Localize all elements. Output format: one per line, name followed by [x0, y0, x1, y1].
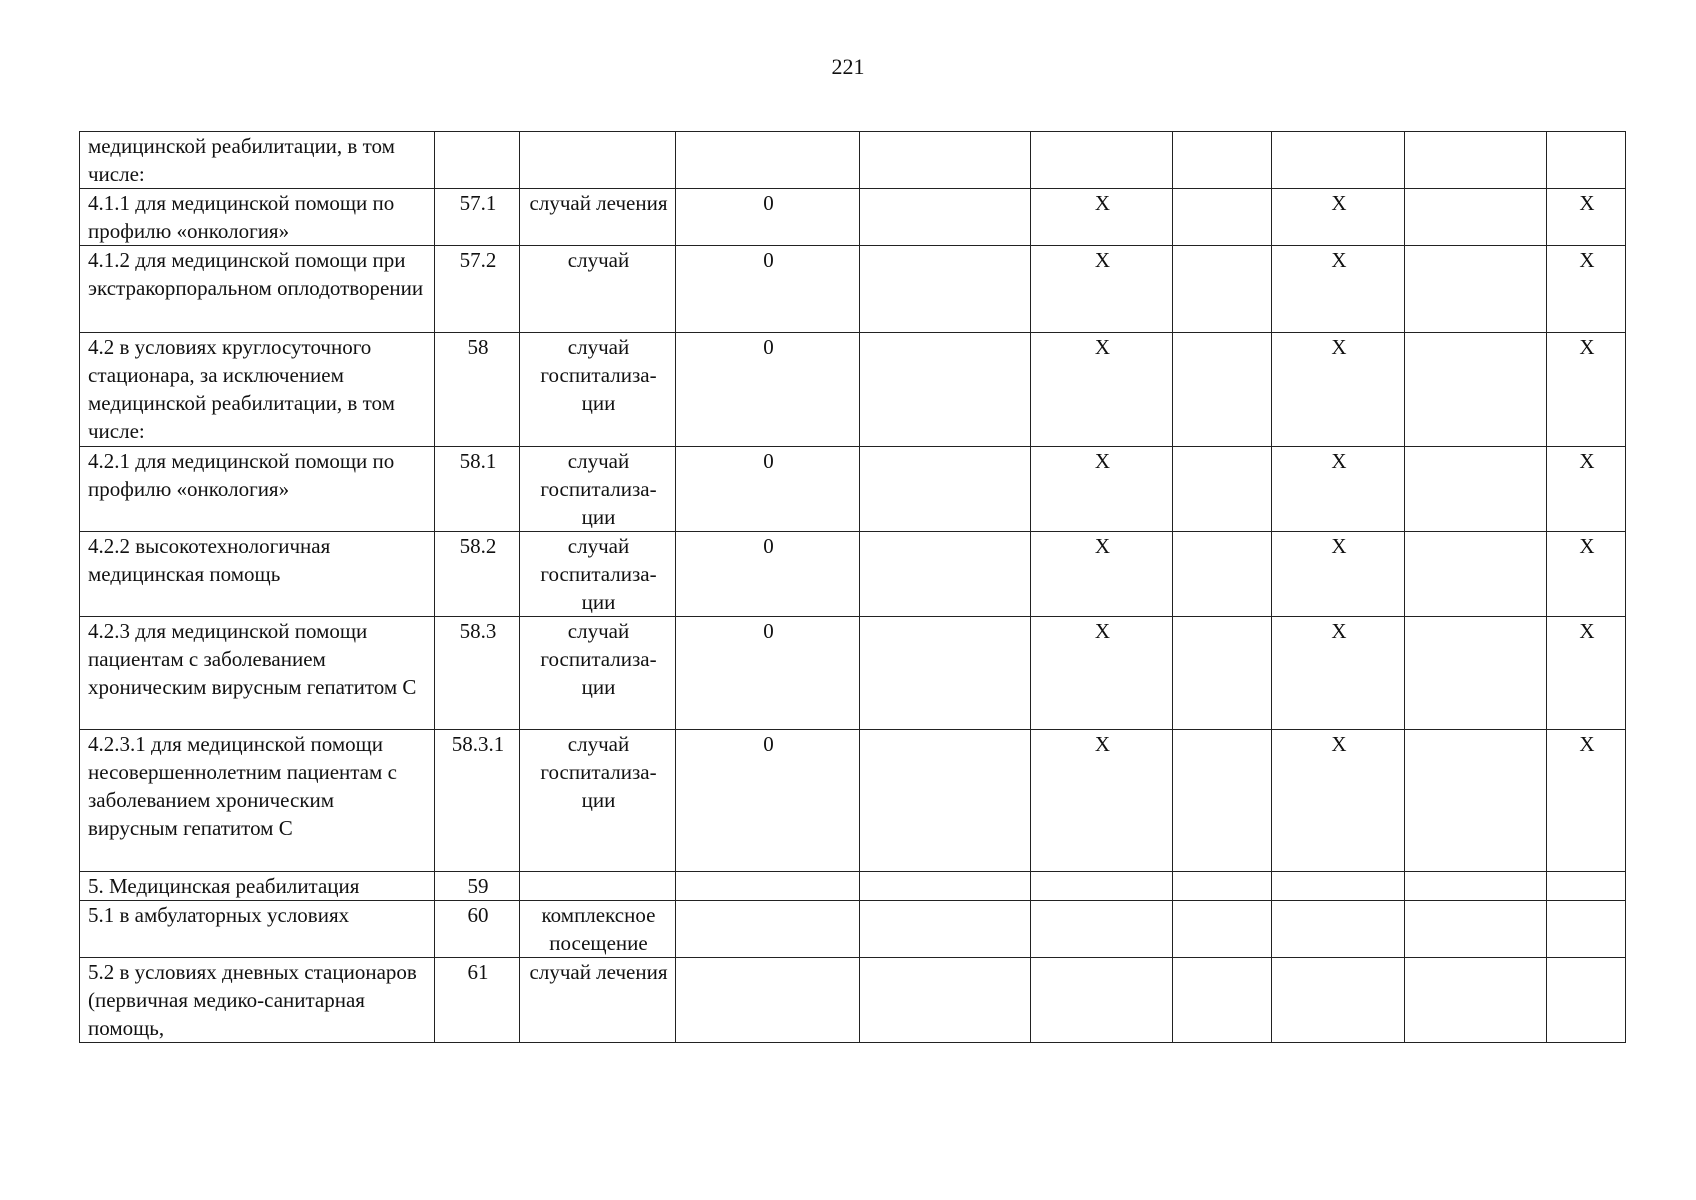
x-mark-cell — [1031, 132, 1173, 189]
empty-cell — [1405, 730, 1547, 872]
x-mark-cell — [1272, 872, 1405, 901]
x-mark-cell — [1031, 901, 1173, 958]
x-mark-cell — [1272, 132, 1405, 189]
empty-cell — [1173, 617, 1272, 730]
row-unit-cell: случай госпитализа-ции — [520, 333, 676, 447]
x-mark-cell: X — [1547, 730, 1626, 872]
x-mark-cell — [1547, 901, 1626, 958]
row-code-cell: 57.2 — [435, 246, 520, 333]
row-code-cell: 58.1 — [435, 447, 520, 532]
empty-cell — [1173, 872, 1272, 901]
empty-cell — [1405, 333, 1547, 447]
row-value-cell — [676, 872, 860, 901]
empty-cell — [1405, 189, 1547, 246]
x-mark-cell: X — [1272, 333, 1405, 447]
x-mark-cell — [1547, 872, 1626, 901]
row-code-cell: 58.2 — [435, 532, 520, 617]
table-row — [80, 730, 1626, 872]
x-mark-cell: X — [1031, 532, 1173, 617]
x-mark-cell: X — [1547, 189, 1626, 246]
table-row — [80, 447, 1626, 532]
empty-cell — [860, 246, 1031, 333]
row-value-cell: 0 — [676, 246, 860, 333]
empty-cell — [860, 132, 1031, 189]
empty-cell — [1173, 189, 1272, 246]
row-code-cell: 60 — [435, 901, 520, 958]
empty-cell — [1173, 333, 1272, 447]
empty-cell — [1173, 447, 1272, 532]
row-name-cell: 4.1.2 для медицинской помощи при экстракорпоральном оплодотворении — [80, 246, 435, 333]
row-code-cell: 61 — [435, 958, 520, 1043]
x-mark-cell: X — [1547, 246, 1626, 333]
empty-cell — [860, 189, 1031, 246]
row-unit-cell: случай лечения — [520, 189, 676, 246]
table-row — [80, 189, 1626, 246]
empty-cell — [1173, 132, 1272, 189]
x-mark-cell: X — [1031, 189, 1173, 246]
x-mark-cell: X — [1272, 447, 1405, 532]
x-mark-cell: X — [1031, 246, 1173, 333]
row-name-cell: 4.2 в условиях круглосуточного стационара, за исключением медицинской реабилитации, в том числе: — [80, 333, 435, 447]
empty-cell — [1405, 532, 1547, 617]
empty-cell — [860, 958, 1031, 1043]
row-unit-cell: случай госпитализа-ции — [520, 617, 676, 730]
table-row — [80, 333, 1626, 447]
table-row — [80, 246, 1626, 333]
empty-cell — [860, 617, 1031, 730]
x-mark-cell: X — [1031, 447, 1173, 532]
row-name-cell: 5.1 в амбулаторных условиях — [80, 901, 435, 958]
x-mark-cell: X — [1547, 617, 1626, 730]
tariff-table — [79, 131, 1626, 1043]
row-name-cell: 4.2.1 для медицинской помощи по профилю «онкология» — [80, 447, 435, 532]
x-mark-cell: X — [1031, 730, 1173, 872]
x-mark-cell: X — [1272, 730, 1405, 872]
x-mark-cell: X — [1547, 447, 1626, 532]
table-row — [80, 532, 1626, 617]
empty-cell — [1405, 447, 1547, 532]
empty-cell — [1173, 901, 1272, 958]
row-name-cell: 4.2.3 для медицинской помощи пациентам с заболеванием хроническим вирусным гепатитом С — [80, 617, 435, 730]
row-value-cell: 0 — [676, 730, 860, 872]
empty-cell — [1173, 730, 1272, 872]
empty-cell — [1405, 958, 1547, 1043]
row-unit-cell: случай лечения — [520, 958, 676, 1043]
row-name-cell: 4.2.3.1 для медицинской помощи несовершеннолетним пациентам с заболеванием хроническим вирусным гепатитом С — [80, 730, 435, 872]
empty-cell — [1173, 532, 1272, 617]
table-row — [80, 958, 1626, 1043]
row-unit-cell: случай госпитализа-ции — [520, 532, 676, 617]
row-unit-cell: комплексное посещение — [520, 901, 676, 958]
x-mark-cell — [1547, 958, 1626, 1043]
row-unit-cell — [520, 872, 676, 901]
empty-cell — [1173, 246, 1272, 333]
row-name-cell: 5. Медицинская реабилитация — [80, 872, 435, 901]
x-mark-cell: X — [1031, 333, 1173, 447]
x-mark-cell: X — [1272, 617, 1405, 730]
x-mark-cell: X — [1272, 532, 1405, 617]
empty-cell — [1405, 872, 1547, 901]
table-row — [80, 901, 1626, 958]
x-mark-cell: X — [1031, 617, 1173, 730]
row-name-cell: медицинской реабилитации, в том числе: — [80, 132, 435, 189]
empty-cell — [860, 532, 1031, 617]
row-unit-cell: случай госпитализа-ции — [520, 447, 676, 532]
x-mark-cell — [1547, 132, 1626, 189]
row-name-cell: 4.1.1 для медицинской помощи по профилю «онкология» — [80, 189, 435, 246]
x-mark-cell: X — [1547, 532, 1626, 617]
empty-cell — [860, 730, 1031, 872]
table-row — [80, 617, 1626, 730]
row-value-cell: 0 — [676, 532, 860, 617]
empty-cell — [860, 447, 1031, 532]
x-mark-cell: X — [1272, 189, 1405, 246]
x-mark-cell — [1272, 901, 1405, 958]
row-code-cell: 57.1 — [435, 189, 520, 246]
row-value-cell — [676, 901, 860, 958]
table-row — [80, 132, 1626, 189]
row-unit-cell: случай госпитализа-ции — [520, 730, 676, 872]
empty-cell — [1405, 132, 1547, 189]
row-name-cell: 5.2 в условиях дневных стационаров (первичная медико-санитарная помощь, — [80, 958, 435, 1043]
row-code-cell: 58.3 — [435, 617, 520, 730]
empty-cell — [1173, 958, 1272, 1043]
row-unit-cell — [520, 132, 676, 189]
row-name-cell: 4.2.2 высокотехнологичная медицинская помощь — [80, 532, 435, 617]
row-unit-cell: случай — [520, 246, 676, 333]
x-mark-cell: X — [1547, 333, 1626, 447]
row-code-cell: 58 — [435, 333, 520, 447]
empty-cell — [1405, 617, 1547, 730]
empty-cell — [1405, 246, 1547, 333]
x-mark-cell: X — [1272, 246, 1405, 333]
empty-cell — [860, 901, 1031, 958]
row-code-cell: 59 — [435, 872, 520, 901]
row-code-cell — [435, 132, 520, 189]
table-row — [80, 872, 1626, 901]
x-mark-cell — [1272, 958, 1405, 1043]
row-value-cell — [676, 958, 860, 1043]
page-number: 221 — [831, 54, 865, 79]
row-value-cell: 0 — [676, 189, 860, 246]
empty-cell — [860, 872, 1031, 901]
empty-cell — [860, 333, 1031, 447]
row-value-cell: 0 — [676, 617, 860, 730]
row-code-cell: 58.3.1 — [435, 730, 520, 872]
row-value-cell: 0 — [676, 447, 860, 532]
empty-cell — [1405, 901, 1547, 958]
row-value-cell: 0 — [676, 333, 860, 447]
row-value-cell — [676, 132, 860, 189]
x-mark-cell — [1031, 872, 1173, 901]
x-mark-cell — [1031, 958, 1173, 1043]
